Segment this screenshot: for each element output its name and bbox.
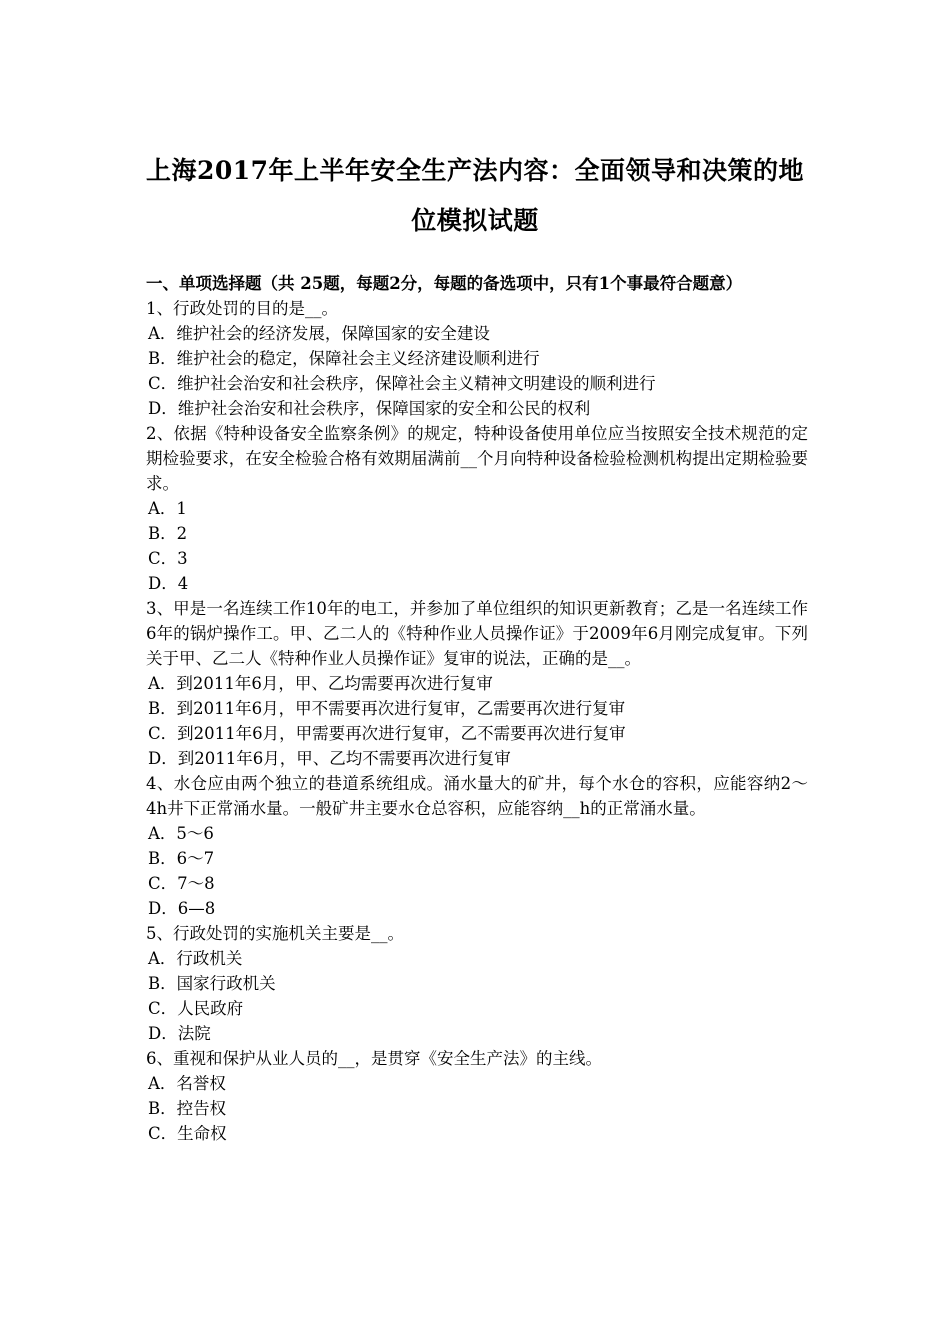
document-body bbox=[146, 271, 808, 1146]
question-1 bbox=[146, 296, 808, 421]
option-d: D．法院 bbox=[148, 1024, 211, 1043]
option-c: C．3 bbox=[148, 549, 188, 568]
option-b: B．维护社会的稳定，保障社会主义经济建设顺利进行 bbox=[148, 349, 540, 368]
document-title-line-2: 位模拟试题 bbox=[411, 206, 539, 235]
option-d: D．6—8 bbox=[148, 899, 216, 918]
question-6 bbox=[146, 1046, 808, 1146]
question-stem: 1、行政处罚的目的是__。 bbox=[146, 299, 338, 318]
question-3 bbox=[146, 596, 808, 771]
document-title-line-1: 上海2017年上半年安全生产法内容：全面领导和决策的地 bbox=[145, 156, 805, 185]
section-heading: 一、单项选择题（共 25题，每题2分，每题的备选项中，只有1个事最符合题意） bbox=[146, 274, 743, 293]
option-a: A．到2011年6月，甲、乙均需要再次进行复审 bbox=[148, 674, 493, 693]
option-c: C．7～8 bbox=[148, 874, 215, 893]
option-c: C．生命权 bbox=[148, 1124, 227, 1143]
option-b: B．2 bbox=[148, 524, 188, 543]
question-5 bbox=[146, 921, 808, 1046]
option-c: C．到2011年6月，甲需要再次进行复审，乙不需要再次进行复审 bbox=[148, 724, 626, 743]
option-b: B．6～7 bbox=[148, 849, 215, 868]
option-b: B．国家行政机关 bbox=[148, 974, 276, 993]
option-a: A．维护社会的经济发展，保障国家的安全建设 bbox=[148, 324, 490, 343]
question-stem: 4、水仓应由两个独立的巷道系统组成。涌水量大的矿井，每个水仓的容积，应能容纳2～4h井下正常涌水量。一般矿井主要水仓总容积，应能容纳__h的正常涌水量。 bbox=[146, 774, 808, 818]
option-a: A．名誉权 bbox=[148, 1074, 226, 1093]
question-2 bbox=[146, 421, 808, 596]
option-d: D．到2011年6月，甲、乙均不需要再次进行复审 bbox=[148, 749, 511, 768]
question-4 bbox=[146, 771, 808, 921]
option-b: B．到2011年6月，甲不需要再次进行复审，乙需要再次进行复审 bbox=[148, 699, 626, 718]
option-a: A．行政机关 bbox=[148, 949, 243, 968]
option-c: C．人民政府 bbox=[148, 999, 244, 1018]
option-d: D．维护社会治安和社会秩序，保障国家的安全和公民的权利 bbox=[148, 399, 591, 418]
option-a: A．5～6 bbox=[148, 824, 214, 843]
option-b: B．控告权 bbox=[148, 1099, 227, 1118]
question-stem: 3、甲是一名连续工作10年的电工，并参加了单位组织的知识更新教育；乙是一名连续工作6年的锅炉操作工。甲、乙二人的《特种作业人员操作证》于2009年6月刚完成复审。下列关于甲、乙二人《特种作业人员操作证》复审的说法，正确的是__。 bbox=[146, 599, 808, 668]
question-stem: 2、依据《特种设备安全监察条例》的规定，特种设备使用单位应当按照安全技术规范的定期检验要求，在安全检验合格有效期届满前__个月向特种设备检验检测机构提出定期检验要求。 bbox=[146, 424, 808, 493]
question-stem: 6、重视和保护从业人员的__，是贯穿《安全生产法》的主线。 bbox=[146, 1049, 602, 1068]
question-stem: 5、行政处罚的实施机关主要是__。 bbox=[146, 924, 404, 943]
option-a: A．1 bbox=[148, 499, 187, 518]
option-d: D．4 bbox=[148, 574, 189, 593]
option-c: C．维护社会治安和社会秩序，保障社会主义精神文明建设的顺利进行 bbox=[148, 374, 656, 393]
